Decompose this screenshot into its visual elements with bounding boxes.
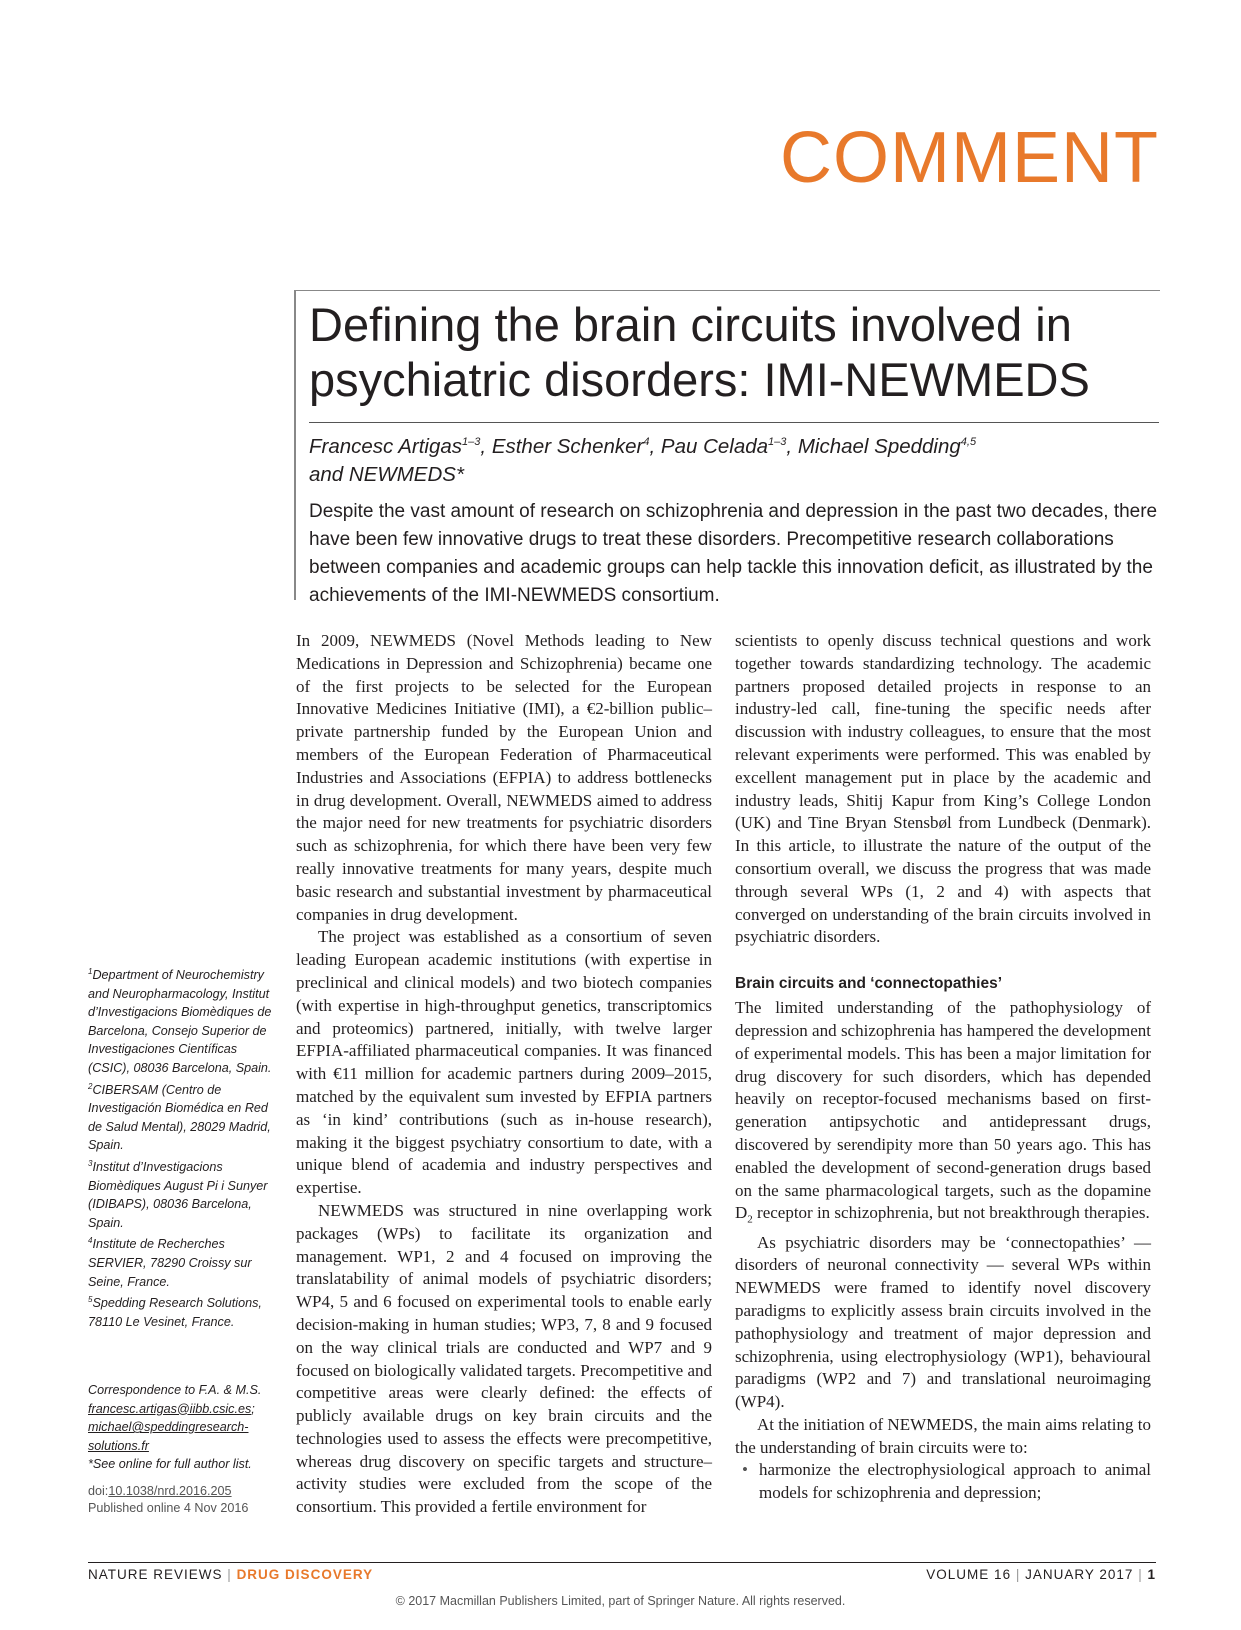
author-affiliation: 4: [643, 436, 650, 448]
footer-divider: [88, 1562, 1156, 1563]
journal-name: [88, 1567, 373, 1582]
email-link[interactable]: michael@speddingresearch-solutions.fr: [88, 1420, 249, 1453]
correspondence-label: Correspondence to F.A. & M.S.: [88, 1383, 262, 1397]
subscript: 2: [747, 1213, 753, 1226]
affiliation-number: 1: [88, 967, 93, 976]
affiliation: [88, 1078, 278, 1155]
affiliation: [88, 1291, 278, 1331]
list-item: • harmonize the electrophysiological approach to animal models for schizophrenia and depression;: [759, 1459, 1151, 1505]
affiliations: [88, 963, 278, 1331]
body-paragraph: In 2009, NEWMEDS (Novel Methods leading to New Medications in Depression and Schizophrenia) became one of the first projects to be selected for the European Innovative Medicines Initiative (IMI), a €2-billion public–private partnership funded by the European Union and members of the European Federation of Pharmaceutical Industries and Associations (EFPIA) to address bottlenecks in drug development. Overall, NEWMEDS aimed to address the major need for new treatments for psychiatric disorders such as schizophrenia, for which there have been very few really innovative treatments for many years, despite much basic research and substantial investment by pharmaceutical companies in drug development.: [296, 631, 712, 924]
issue-date: JANUARY 2017: [1025, 1567, 1134, 1582]
published-date: Published online 4 Nov 2016: [88, 1501, 249, 1515]
body-paragraph: NEWMEDS was structured in nine overlapping work packages (WPs) to facilitate its organization and management. WP1, 2 and 4 focused on improving the translatability of animal models of psychiatric disorders; WP4, 5 and 6 focused on experimental tools to enable early decision-making in human studies; WP3, 7, 8 and 9 focused on the way clinical trials are conducted and WP7 and 9 focused on biologically validated targets. Precompetitive and competitive areas were clearly defined: the effects of publicly available drugs on key brain circuits and the technologies used to assess the effects were precompetitive, whereas drug discovery on specific targets and structure–activity studies were excluded from the scope of the consortium. This provided a fertile environment for: [296, 1200, 712, 1517]
body-text: receptor in schizophrenia, but not breakthrough therapies.: [752, 1203, 1150, 1223]
body-paragraph: At the initiation of NEWMEDS, the main aims relating to the understanding of brain circuits were to:: [735, 1414, 1151, 1457]
affiliation-text: Spedding Research Solutions, 78110 Le Vesinet, France.: [88, 1296, 262, 1329]
body-column-2: [735, 630, 1151, 1505]
author-affiliation: 1–3: [462, 436, 481, 448]
journal-subtitle: DRUG DISCOVERY: [236, 1567, 374, 1582]
email-link[interactable]: francesc.artigas@iibb.csic.es: [88, 1401, 252, 1416]
author-affiliation: 4,5: [960, 436, 977, 448]
title-divider: [309, 422, 1159, 423]
affiliation: [88, 1232, 278, 1291]
doi-prefix: doi:: [88, 1484, 109, 1498]
section-heading: Brain circuits and ‘connectopathies’: [735, 975, 1003, 993]
author-list-note: *See online for full author list.: [88, 1457, 252, 1472]
doi-link[interactable]: 10.1038/nrd.2016.205: [108, 1484, 232, 1498]
affiliation-text: Institute de Recherches SERVIER, 78290 Croissy sur Seine, France.: [88, 1237, 252, 1289]
page-number: 1: [1147, 1567, 1156, 1582]
author-name: Michael Spedding: [797, 435, 961, 458]
body-text: The limited understanding of the pathophysiology of depression and schizophrenia has hampered the development of experimental models. This has been a major limitation for drug discovery for such disorders, which has depended heavily on receptor-focused mechanisms based on first-generation antipsychotic and antidepressant drugs, discovered by serendipity more than 50 years ago. This has enabled the development of second-generation drugs based on the same pharmacological targets, such as the dopamine D: [735, 998, 1151, 1223]
affiliation-number: 2: [88, 1081, 93, 1091]
title-frame-rule-top: [294, 290, 296, 410]
affiliation-number: 3: [88, 1158, 93, 1168]
issue-separator: |: [1015, 1567, 1021, 1582]
affiliation-text: Institut d’Investigacions Biomèdiques August Pi i Sunyer (IDIBAPS), 08036 Barcelona, Spain.: [88, 1159, 268, 1230]
doi-line: [88, 1483, 278, 1500]
author-list-tail: and NEWMEDS*: [309, 463, 464, 486]
affiliation: [88, 963, 278, 1078]
volume: VOLUME 16: [926, 1567, 1012, 1582]
body-paragraph: As psychiatric disorders may be ‘connectopathies’ — disorders of neuronal connectivity — several WPs within NEWMEDS were framed to identify novel discovery paradigms to explicitly assess brain circuits involved in the pathophysiology and treatment of major depression and schizophrenia, using electrophysiology (WP1), behavioural paradigms (WP2 and 7) and translational neuroimaging (WP4).: [735, 1232, 1151, 1412]
author-name: Francesc Artigas: [309, 435, 463, 458]
issue-info: [926, 1567, 1156, 1582]
author-list: [309, 428, 1159, 489]
standfirst: Despite the vast amount of research on schizophrenia and depression in the past two decades, there have been few innovative drugs to treat these disorders. Precompetitive research collaborations between companies and academic groups can help tackle this innovation deficit, as illustrated by the achievements of the IMI-NEWMEDS consortium.: [309, 501, 1158, 606]
section-label: COMMENT: [780, 118, 1159, 198]
author-separator: ,: [480, 435, 492, 458]
correspondence-emails: [88, 1400, 278, 1456]
aims-list: [735, 1459, 1151, 1505]
author-name: Pau Celada: [660, 435, 769, 458]
journal-title: NATURE REVIEWS: [88, 1567, 223, 1582]
body-paragraph: [735, 997, 1151, 1231]
email-separator: ;: [251, 1401, 255, 1416]
affiliation-text: CIBERSAM (Centro de Investigación Biomédica en Red de Salud Mental), 28029 Madrid, Spain.: [88, 1082, 271, 1153]
article-title: Defining the brain circuits involved in psychiatric disorders: IMI-NEWMEDS: [309, 298, 1090, 406]
author-affiliation: 1–3: [768, 436, 787, 448]
affiliation-number: 4: [88, 1236, 93, 1246]
title-frame-rule: [294, 410, 296, 600]
body-column-1: [296, 630, 712, 1519]
correspondence: [88, 1381, 278, 1474]
author-separator: ,: [786, 435, 798, 458]
issue-separator: |: [1138, 1567, 1143, 1582]
copyright: © 2017 Macmillan Publishers Limited, part of Springer Nature. All rights reserved.: [395, 1594, 846, 1608]
title-frame: [295, 290, 1160, 291]
body-paragraph: The project was established as a consortium of seven leading European academic institutions (with expertise in preclinical and clinical models) and two biotech companies (with expertise in high-throughput genetics, transcriptomics and proteomics) partnered, initially, with twelve larger EFPIA-affiliated pharmaceutical companies. It was financed with €11 million for academic partners during 2009–2015, matched by the equivalent sum invested by EFPIA partners as ‘in kind’ contributions (such as in-house research), making it the biggest psychiatry consortium to date, with a unique blend of academia and industry perspectives and expertise.: [296, 927, 712, 1198]
journal-separator: |: [227, 1567, 232, 1582]
affiliation-number: 5: [88, 1295, 93, 1305]
doi-block: [88, 1483, 278, 1517]
body-paragraph: scientists to openly discuss technical questions and work together towards standardizing technology. The academic partners proposed detailed projects in response to an industry-led call, fine-tuning the specific needs after discussion with industry colleagues, to ensure that the most relevant experiments were performed. This was enabled by excellent management put in place by the academic and industry leads, Shitij Kapur from King’s College London (UK) and Tine Bryan Stensbøl from Lundbeck (Denmark). In this article, to illustrate the nature of the output of the consortium overall, we discuss the progress that was made through several WPs (1, 2 and 4) with aspects that converged on understanding of the brain circuits involved in psychiatric disorders.: [735, 631, 1151, 947]
affiliation: [88, 1155, 278, 1232]
author-separator: ,: [649, 435, 661, 458]
affiliation-text: Department of Neurochemistry and Neuropharmacology, Institut d’Investigacions Biomèdiques de Barcelona, Consejo Superior de Investigaciones Científicas (CSIC), 08036 Barcelona, Spain.: [88, 968, 272, 1075]
author-name: Esther Schenker: [491, 435, 644, 458]
